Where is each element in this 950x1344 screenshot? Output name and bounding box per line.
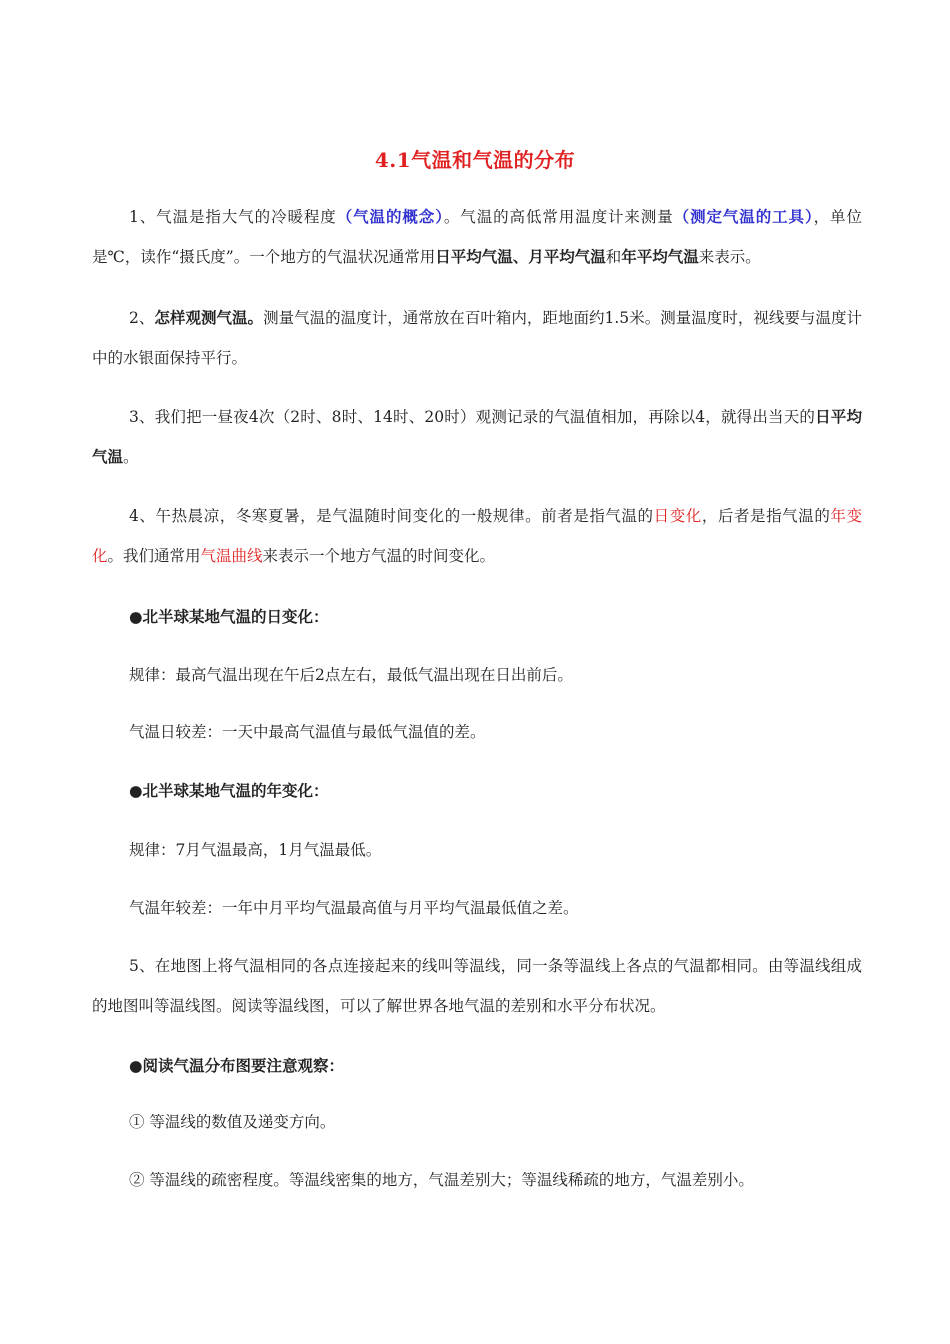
p4-text-a: 4、午热晨凉，冬寒夏暑，是气温随时间变化的一般规律。前者是指气温的	[129, 507, 654, 525]
p4-text-g: 来表示一个地方气温的时间变化。	[262, 547, 496, 565]
annual-range: 气温年较差：一年中月平均气温最高值与月平均气温最低值之差。	[129, 899, 579, 917]
p1-and: 和	[605, 248, 622, 266]
p4-annual-change: 年变化	[92, 507, 862, 565]
p4-temp-curve: 气温曲线	[200, 547, 263, 565]
observe-item-2: ② 等温线的疏密程度。等温线密集的地方，气温差别大；等温线稀疏的地方，气温差别小。	[129, 1171, 754, 1189]
paragraph-3	[92, 397, 862, 477]
p4-text-c: ，后者是指气温的	[701, 507, 831, 525]
p1-daily-mean: 日平均气温	[435, 247, 513, 266]
p1-annual-mean: 年平均气温	[621, 247, 699, 266]
paragraph-4	[92, 496, 862, 576]
p1-text-a: 1、气温是指大气的冷暖程度	[129, 208, 337, 226]
paragraph-2	[92, 298, 862, 378]
p1-tool-note: （测定气温的工具）	[673, 207, 814, 226]
p1-text-e: ，单位是℃，读作“摄氏度”。一个地方的气温状况通常用	[92, 208, 862, 266]
p4-text-e: 。我们通常用	[107, 547, 201, 565]
paragraph-5: 5、在地图上将气温相同的各点连接起来的线叫等温线，同一条等温线上各点的气温都相同。由等温线组成的地图叫等温线图。阅读等温线图，可以了解世界各地气温的差别和水平分布状况。	[92, 957, 862, 1015]
p2-text-c: 测量气温的温度计，通常放在百叶箱内，距地面约1.5米。测量温度时，视线要与温度计中的水银面保持平行。	[92, 309, 862, 367]
p3-text-a: 3、我们把一昼夜4次（2时、8时、14时、20时）观测记录的气温值相加，再除以4，就得出当天的	[129, 408, 816, 426]
p1-text-c: 。气温的高低常用温度计来测量	[443, 208, 674, 226]
heading-reading-map: ●阅读气温分布图要注意观察：	[129, 1056, 345, 1075]
p3-daily-mean: 日平均气温	[92, 407, 862, 466]
observe-item-1: ① 等温线的数值及递变方向。	[129, 1113, 336, 1131]
annual-rule: 规律：7月气温最高，1月气温最低。	[129, 841, 382, 859]
daily-rule: 规律：最高气温出现在午后2点左右，最低气温出现在日出前后。	[129, 666, 573, 684]
p2-heading: 怎样观测气温。	[154, 308, 264, 327]
heading-daily-variation: ●北半球某地气温的日变化：	[129, 607, 329, 626]
p1-sep: 、	[512, 247, 529, 266]
p1-concept-note: （气温的概念）	[336, 207, 444, 226]
paragraph-1	[92, 197, 862, 277]
p4-daily-change: 日变化	[653, 507, 702, 525]
p1-monthly-mean: 月平均气温	[528, 247, 606, 266]
p1-text-k: 来表示。	[698, 248, 761, 266]
heading-annual-variation: ●北半球某地气温的年变化：	[129, 781, 329, 800]
page-title: 4.1气温和气温的分布	[374, 148, 576, 172]
daily-range: 气温日较差：一天中最高气温值与最低气温值的差。	[129, 723, 486, 741]
p2-text-a: 2、	[129, 309, 155, 327]
p3-text-c: 。	[123, 448, 139, 466]
